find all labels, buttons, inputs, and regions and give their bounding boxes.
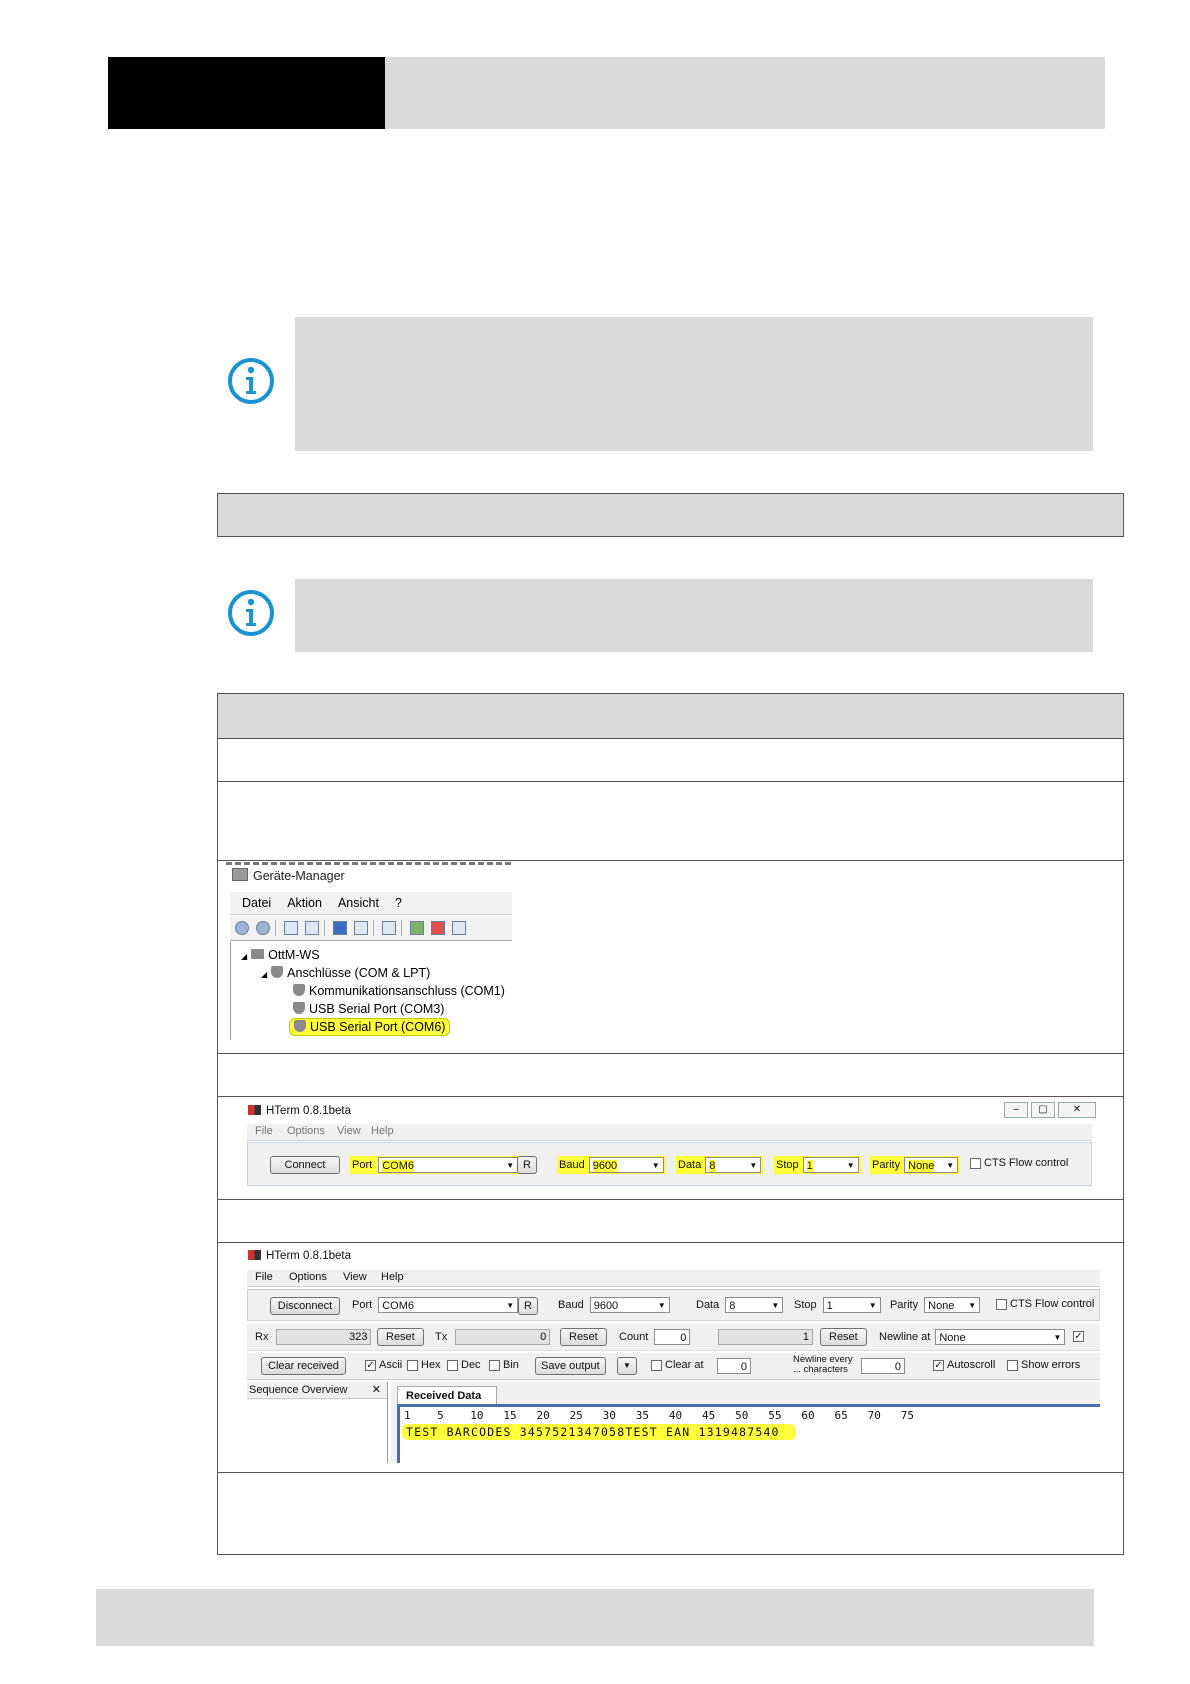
disconnect-button[interactable]: Disconnect <box>270 1297 340 1315</box>
parity-control: Parity None ▼ <box>870 1156 960 1174</box>
show-errors-checkbox[interactable] <box>1007 1360 1018 1371</box>
baud-select[interactable]: 9600 ▼ <box>590 1297 670 1313</box>
update-driver-icon[interactable] <box>410 921 424 935</box>
tx-counter: Tx 0 <box>435 1329 550 1345</box>
close-icon[interactable]: ✕ <box>1058 1102 1096 1118</box>
menu-view[interactable]: View <box>337 1125 361 1137</box>
count-spinner[interactable]: 0 <box>654 1329 690 1345</box>
ascii-checkbox[interactable]: ✓ <box>366 1359 375 1371</box>
count-field: 1 <box>718 1329 813 1345</box>
device-manager-window <box>226 862 512 1040</box>
window-title: HTerm 0.8.1beta <box>248 1250 351 1262</box>
received-data-area[interactable] <box>397 1404 1100 1463</box>
autoscroll-toggle[interactable]: ✓ Autoscroll <box>934 1359 996 1371</box>
sequence-overview-title: Sequence Overview <box>249 1384 348 1396</box>
window-controls <box>1001 1102 1096 1118</box>
footer-bar <box>96 1589 1094 1646</box>
window-icon[interactable] <box>354 921 368 935</box>
window-title: HTerm 0.8.1beta <box>248 1105 351 1117</box>
tab-received-data[interactable]: Received Data <box>397 1386 497 1404</box>
count-reset-button[interactable]: Reset <box>820 1328 867 1346</box>
disable-icon[interactable] <box>452 921 466 935</box>
menu-view[interactable]: View <box>343 1271 367 1283</box>
save-output-dropdown[interactable]: ▼ <box>617 1357 637 1375</box>
count-control: Count 0 <box>619 1329 690 1345</box>
window-title: Geräte-Manager <box>232 868 345 883</box>
info-icon <box>226 588 276 638</box>
stop-select[interactable]: 1 ▼ <box>803 1157 859 1173</box>
maximize-icon[interactable]: ▢ <box>1031 1102 1055 1118</box>
hterm-window-receive <box>243 1244 1100 1463</box>
bin-toggle[interactable]: Bin <box>489 1359 519 1371</box>
ascii-toggle[interactable]: ✓ Ascii <box>366 1359 403 1371</box>
header-grey-bar <box>385 57 1105 129</box>
received-data-panel <box>391 1382 1100 1463</box>
computer-icon <box>232 868 248 881</box>
baud-control: Baud 9600 ▼ <box>557 1156 666 1174</box>
parity-select[interactable]: None ▼ <box>904 1157 958 1173</box>
device-tree <box>230 942 512 1040</box>
cts-flow-control[interactable]: CTS Flow control <box>996 1298 1094 1310</box>
newline-every-label: Newline every ... characters <box>793 1354 853 1375</box>
save-output-button[interactable]: Save output <box>535 1357 606 1375</box>
menu-help[interactable]: Help <box>381 1271 404 1283</box>
options-bar <box>247 1353 1100 1380</box>
dec-toggle[interactable]: Dec <box>447 1359 481 1371</box>
data-select[interactable]: 8 ▼ <box>725 1297 783 1313</box>
menu-datei[interactable]: Datei <box>242 896 272 910</box>
parity-select[interactable]: None ▼ <box>924 1297 980 1313</box>
refresh-ports-button[interactable]: R <box>518 1297 538 1315</box>
scan-icon[interactable] <box>382 921 396 935</box>
parity-control: Parity None ▼ <box>890 1297 980 1313</box>
uninstall-icon[interactable] <box>431 921 445 935</box>
close-icon[interactable]: ✕ <box>371 1384 381 1396</box>
hex-checkbox[interactable] <box>407 1360 418 1371</box>
table-row <box>218 739 1123 782</box>
column-ruler: 1 5 10 15 20 25 30 35 40 45 50 55 60 65 70 75 <box>404 1409 914 1422</box>
rx-counter: Rx 323 <box>255 1329 371 1345</box>
newline-every-spinner[interactable]: 0 <box>861 1358 905 1374</box>
rx-reset-button[interactable]: Reset <box>377 1328 424 1346</box>
hterm-app-icon <box>248 1250 261 1260</box>
window-edge <box>226 862 512 865</box>
tree-group-ports[interactable]: ◢ Anschlüsse (COM & LPT) <box>261 966 431 980</box>
port-select[interactable]: COM6 ▼ <box>378 1157 518 1173</box>
newline-at-control: Newline at None ▼ <box>879 1329 1065 1345</box>
menu-options[interactable]: Options <box>289 1271 327 1283</box>
info-box-2 <box>295 579 1093 652</box>
bin-checkbox[interactable] <box>489 1360 500 1371</box>
back-icon[interactable] <box>235 921 249 935</box>
info-icon <box>226 356 276 406</box>
toolbar <box>230 916 512 941</box>
menu-bar <box>247 1270 1100 1287</box>
connection-bar <box>247 1289 1100 1321</box>
tx-reset-button[interactable]: Reset <box>560 1328 607 1346</box>
sequence-overview-panel <box>247 1382 388 1463</box>
menu-ansicht[interactable]: Ansicht <box>337 896 379 910</box>
send-checkbox[interactable]: ✓ <box>1074 1331 1083 1342</box>
menu-options[interactable]: Options <box>287 1125 325 1137</box>
port-icon <box>293 1002 305 1014</box>
table-row <box>218 1200 1123 1243</box>
autoscroll-checkbox[interactable]: ✓ <box>934 1359 943 1371</box>
clear-at-checkbox[interactable] <box>651 1360 662 1371</box>
baud-select[interactable]: 9600 ▼ <box>589 1157 664 1173</box>
port-control: Port COM6 ▼ <box>350 1156 520 1174</box>
clear-at-toggle[interactable]: Clear at <box>651 1359 704 1371</box>
received-text: TEST BARCODES 3457521347058TEST EAN 1319487540 <box>402 1424 796 1440</box>
header-black-block <box>108 57 385 129</box>
connect-button[interactable]: Connect <box>270 1156 340 1174</box>
hterm-window-connect <box>243 1100 1100 1188</box>
cts-flow-control[interactable]: CTS Flow control <box>970 1157 1068 1169</box>
menu-help[interactable]: Help <box>371 1125 394 1137</box>
newline-select[interactable]: None ▼ <box>935 1329 1065 1345</box>
stop-control: Stop 1 ▼ <box>794 1297 881 1313</box>
info-box-1 <box>295 317 1093 451</box>
port-icon <box>271 966 283 978</box>
dec-checkbox[interactable] <box>447 1360 458 1371</box>
menu-bar <box>230 892 512 915</box>
port-icon <box>293 984 305 996</box>
port-icon <box>294 1020 306 1032</box>
refresh-ports-button[interactable]: R <box>517 1156 537 1174</box>
forward-icon[interactable] <box>256 921 270 935</box>
baud-control: Baud 9600 ▼ <box>558 1297 670 1313</box>
hex-toggle[interactable]: Hex <box>407 1359 441 1371</box>
hterm-app-icon <box>248 1105 261 1115</box>
cts-checkbox[interactable] <box>970 1158 981 1169</box>
counters-bar <box>247 1324 1100 1351</box>
show-errors-toggle[interactable]: Show errors <box>1007 1359 1080 1371</box>
tree-item-com1[interactable]: Kommunikationsanschluss (COM1) <box>293 984 505 998</box>
stop-select[interactable]: 1 ▼ <box>823 1297 881 1313</box>
clear-received-button[interactable]: Clear received <box>261 1357 346 1375</box>
table-row <box>218 1054 1123 1097</box>
clear-at-spinner[interactable]: 0 <box>717 1358 751 1374</box>
stop-control: Stop 1 ▼ <box>774 1156 861 1174</box>
menu-help[interactable]: ? <box>394 896 402 910</box>
tree-item-com3[interactable]: USB Serial Port (COM3) <box>293 1002 444 1016</box>
data-control: Data 8 ▼ <box>696 1297 783 1313</box>
menu-file[interactable]: File <box>255 1271 273 1283</box>
tree-root[interactable]: ◢ OttM-WS <box>241 948 320 962</box>
port-select[interactable]: COM6 ▼ <box>378 1297 518 1313</box>
minimize-icon[interactable]: – <box>1004 1102 1028 1118</box>
data-select[interactable]: 8 ▼ <box>705 1157 761 1173</box>
properties-icon[interactable] <box>305 921 319 935</box>
view-icon[interactable] <box>284 921 298 935</box>
table-row <box>218 782 1123 861</box>
tree-item-com6[interactable]: USB Serial Port (COM6) <box>289 1018 450 1036</box>
cts-checkbox[interactable] <box>996 1299 1007 1310</box>
data-control: Data 8 ▼ <box>676 1156 763 1174</box>
help-icon[interactable] <box>333 921 347 935</box>
computer-icon <box>251 949 264 959</box>
table-header <box>218 694 1123 739</box>
connection-bar <box>247 1142 1092 1186</box>
port-control: Port COM6 ▼ <box>352 1297 518 1313</box>
section-heading-bar <box>217 493 1124 537</box>
menu-file[interactable]: File <box>255 1125 273 1137</box>
menu-aktion[interactable]: Aktion <box>287 896 322 910</box>
menu-bar <box>247 1124 1092 1141</box>
